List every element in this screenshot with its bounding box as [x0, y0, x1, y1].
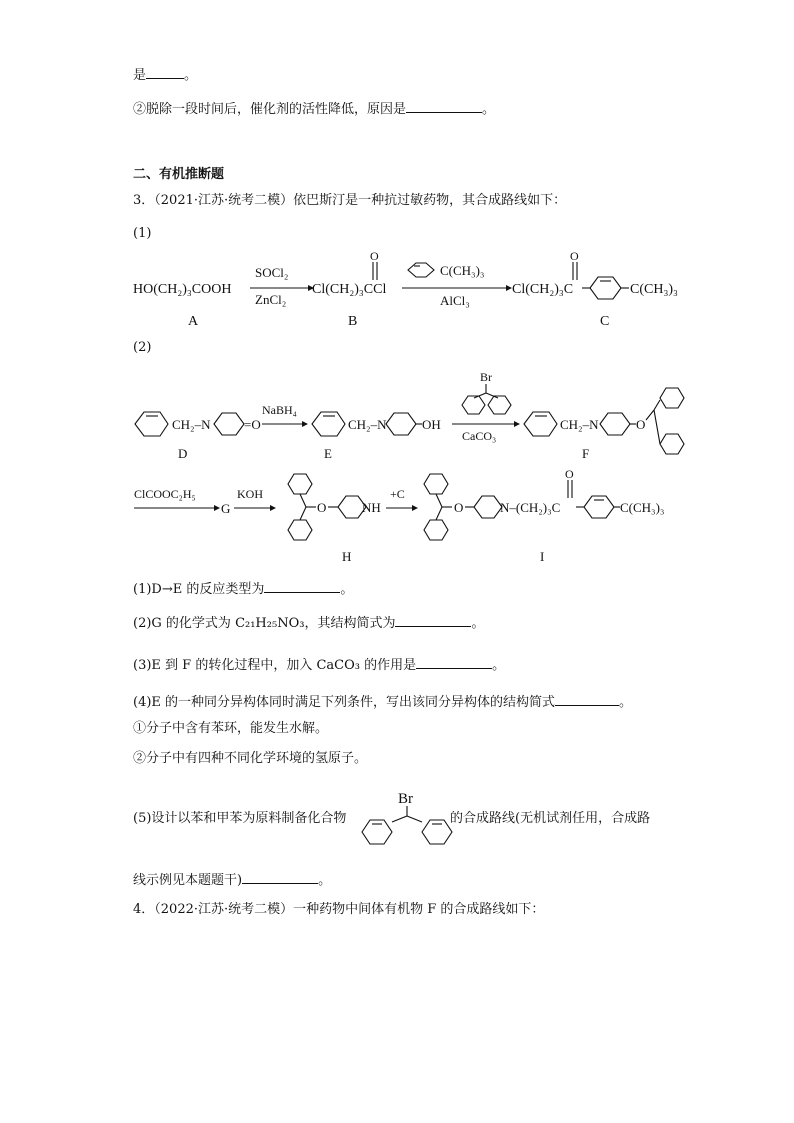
reagent-socl2: SOCl₂: [255, 265, 289, 280]
benzene-ring-icon: [488, 396, 511, 414]
compound-d-text: CH₂–N: [172, 417, 211, 432]
label-d: D: [178, 446, 188, 461]
question-3-3: (3)E 到 F 的转化过程中，加入 CaCO₃ 的作用是 。: [133, 658, 506, 673]
label-c: C: [600, 314, 610, 329]
question-3-5-a: (5)设计以苯和甲苯为原料制备化合物: [133, 811, 347, 826]
scheme-1: [133, 249, 678, 329]
label-f: F: [582, 446, 590, 461]
reagent-br: Br: [480, 370, 492, 384]
benzene-ring-icon: [584, 496, 614, 518]
q5-br: Br: [398, 791, 413, 807]
benzene-ring-icon: [408, 263, 434, 277]
compound-f-tail: O: [636, 417, 646, 432]
benzene-ring-icon: [462, 396, 485, 414]
q5-structure: [362, 791, 452, 844]
condition-1: ①分子中含有苯环，能发生水解。: [133, 721, 329, 736]
compound-c-formula: Cl(CH₂)₃C: [512, 282, 574, 297]
svg-text:O: O: [370, 249, 379, 263]
section-title: 二、有机推断题: [133, 167, 225, 182]
label-h: H: [342, 549, 352, 564]
benzene-ring-icon: [660, 434, 684, 454]
label-e: E: [324, 446, 332, 461]
svg-text:O: O: [565, 467, 574, 481]
svg-text:O: O: [454, 500, 464, 515]
benzene-ring-icon: [424, 474, 448, 494]
scheme-2: [135, 370, 684, 461]
compound-b-formula: Cl(CH₂)₃CCl: [312, 282, 387, 297]
question-3-1: (1)D→E 的反应类型为 。: [133, 582, 354, 597]
benzene-ring-icon: [288, 474, 312, 494]
question-3-5-b: 的合成路线(无机试剂任用，合成路: [450, 811, 651, 826]
question-3-2: (2)G 的化学式为 C₂₁H₂₅NO₃，其结构简式为 。: [133, 616, 485, 631]
reagent-nabh4: NaBH₄: [262, 403, 297, 417]
compound-i-text: N–(CH₂)₃C: [500, 500, 561, 515]
compound-d-tail: =O: [244, 417, 261, 432]
compound-h-tail: NH: [362, 500, 381, 515]
reagent-c: +C: [390, 487, 405, 501]
piperidine-ring-icon: [386, 413, 416, 435]
piperidine-ring-icon: [600, 413, 630, 435]
compound-c-tail: C(CH₃)₃: [630, 282, 678, 297]
prev-answer-line1: 是 。: [133, 68, 198, 83]
question-3-4: (4)E 的一种同分异构体同时满足下列条件，写出该同分异构体的结构简式 。: [133, 695, 633, 710]
compound-f-text: CH₂–N: [560, 417, 599, 432]
question-4-stem: 4．（2022·江苏·统考二模）一种药物中间体有机物 F 的合成路线如下：: [133, 902, 545, 917]
label-i: I: [540, 549, 545, 564]
piperidine-ring-icon: [474, 496, 502, 518]
compound-g: G: [221, 501, 231, 516]
part-1-label: (1): [133, 226, 152, 241]
reagent-koh: KOH: [237, 487, 263, 501]
compound-i-tail: C(CH₃)₃: [620, 500, 665, 515]
label-b: B: [348, 314, 358, 329]
label-a: A: [188, 314, 199, 329]
part-2-label: (2): [133, 340, 152, 355]
answer-blank[interactable]: [555, 693, 619, 706]
compound-e-text: CH₂–N: [348, 417, 387, 432]
scheme-3: [134, 467, 664, 564]
question-3-5-c: 线示例见本题题干) 。: [133, 873, 332, 888]
answer-blank[interactable]: [242, 871, 318, 884]
piperidine-ring-icon: [214, 413, 244, 435]
reagent-alcl3: AlCl₃: [440, 293, 470, 308]
compound-a-formula: HO(CH₂)₃COOH: [133, 282, 232, 297]
reagent-caco3: CaCO₃: [462, 429, 497, 443]
benzene-ring-icon: [424, 520, 448, 540]
answer-blank[interactable]: [395, 614, 471, 627]
benzene-ring-icon: [288, 520, 312, 540]
reagent-clcooc2h5: ClCOOC₂H₅: [134, 487, 196, 501]
prev-answer-line2: ②脱除一段时间后，催化剂的活性降低，原因是 。: [133, 102, 496, 117]
svg-text:O: O: [570, 249, 579, 263]
svg-text:O: O: [317, 500, 327, 515]
question-3-stem: 3．（2021·江苏·统考二模）依巴斯汀是一种抗过敏药物，其合成路线如下：: [133, 193, 567, 208]
reagent-zncl2: ZnCl₂: [255, 292, 287, 307]
condition-2: ②分子中有四种不同化学环境的氢原子。: [133, 751, 368, 766]
benzene-ring-icon: [660, 388, 684, 408]
answer-blank[interactable]: [264, 580, 340, 593]
reagent-tbu-benzene: C(CH₃)₃: [440, 263, 485, 278]
answer-blank[interactable]: [416, 656, 492, 669]
benzene-ring-icon: [590, 277, 621, 299]
compound-e-tail: OH: [422, 417, 441, 432]
